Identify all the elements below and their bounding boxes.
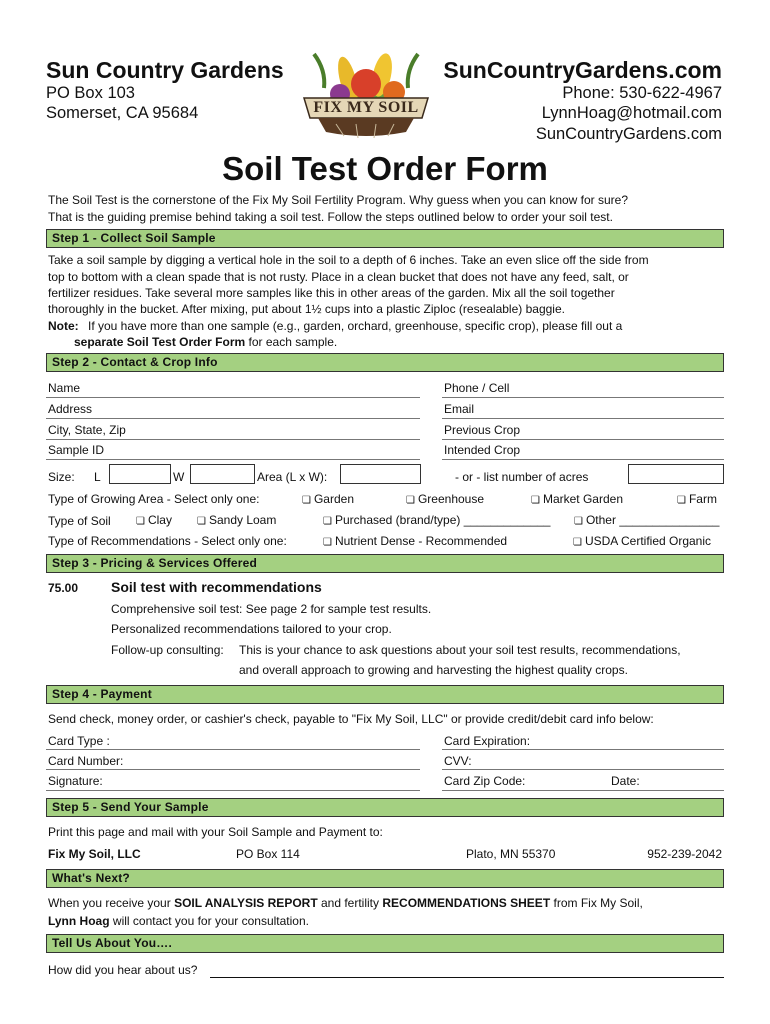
rec-nutrient-dense-checkbox[interactable]: ❏ Nutrient Dense - Recommended — [323, 534, 507, 548]
company-website[interactable]: SunCountryGardens.com — [535, 125, 722, 143]
sample-id-label: Sample ID — [48, 443, 105, 457]
intro-line-1: The Soil Test is the cornerstone of the Fix My Soil Fertility Program. Why guess when you can know for sure? — [48, 193, 629, 207]
followup-line-1: This is your chance to ask questions about your soil test results, recommendations, — [239, 643, 681, 657]
width-label: W — [173, 470, 185, 484]
step5-header: Step 5 - Send Your Sample — [46, 798, 724, 817]
rec-usda-organic-checkbox[interactable]: ❏ USDA Certified Organic — [573, 534, 711, 548]
name-field[interactable] — [46, 397, 420, 398]
zip-date-field[interactable] — [442, 790, 724, 791]
length-input[interactable] — [109, 464, 171, 484]
card-number-label: Card Number: — [48, 754, 124, 768]
whats-next-text-2: and fertility — [317, 896, 383, 910]
whats-next-text-1: When you receive your — [48, 896, 175, 910]
step1-line-1: Take a soil sample by digging a vertical hole in the soil to a depth of 6 inches. Take an even slice off the side from — [48, 253, 649, 267]
mail-instructions: Print this page and mail with your Soil Sample and Payment to: — [48, 825, 383, 839]
phone-label: Phone / Cell — [444, 381, 510, 395]
form-title: Soil Test Order Form — [222, 150, 548, 187]
card-type-field[interactable] — [46, 749, 420, 750]
service-line-2: Personalized recommendations tailored to your crop. — [111, 622, 392, 636]
growing-area-label: Type of Growing Area - Select only one: — [48, 492, 260, 506]
company-phone: Phone: 530-622-4967 — [562, 84, 722, 102]
soil-purchased-checkbox[interactable]: ❏ Purchased (brand/type) _____________ — [323, 513, 550, 527]
payment-instructions: Send check, money order, or cashier's check, payable to "Fix My Soil, LLC" or provide credit/debit card info below: — [48, 712, 654, 726]
step4-header: Step 4 - Payment — [46, 685, 724, 704]
area-input[interactable] — [340, 464, 421, 484]
signature-label: Signature: — [48, 774, 103, 788]
previous-crop-label: Previous Crop — [444, 423, 521, 437]
whats-next-line-1 — [48, 896, 643, 910]
mail-po-box: PO Box 114 — [236, 847, 300, 861]
name-label: Name — [48, 381, 81, 395]
company-name: Sun Country Gardens — [46, 57, 284, 83]
soil-other-checkbox[interactable]: ❏ Other _______________ — [574, 513, 719, 527]
recommendations-sheet-text: RECOMMENDATIONS SHEET — [382, 896, 551, 910]
tell-us-header: Tell Us About You…. — [46, 934, 724, 953]
step3-header: Step 3 - Pricing & Services Offered — [46, 554, 724, 573]
card-expiration-field[interactable] — [442, 749, 724, 750]
intro-line-2: That is the guiding premise behind taking a soil test. Follow the steps outlined below to order your soil test. — [48, 210, 613, 224]
email-label: Email — [444, 402, 475, 416]
date-label: Date: — [611, 774, 640, 788]
whats-next-header: What's Next? — [46, 869, 724, 888]
intended-crop-label: Intended Crop — [444, 443, 521, 457]
followup-line-2: and overall approach to growing and harvesting the highest quality crops. — [239, 663, 628, 677]
phone-field[interactable] — [442, 397, 724, 398]
card-type-label: Card Type : — [48, 734, 110, 748]
price: 75.00 — [48, 581, 79, 595]
recommendation-type-label: Type of Recommendations - Select only one: — [48, 534, 287, 548]
address-label: Address — [48, 402, 93, 416]
width-input[interactable] — [190, 464, 255, 484]
hear-about-us-field[interactable] — [210, 977, 724, 978]
service-line-1: Comprehensive soil test: See page 2 for sample test results. — [111, 602, 432, 616]
cvv-label: CVV: — [444, 754, 472, 768]
step1-line-4: thoroughly in the bucket. After mixing, put about 1½ cups into a plastic Ziploc (resealable) baggie. — [48, 302, 565, 316]
card-zip-label: Card Zip Code: — [444, 774, 526, 788]
soil-clay-checkbox[interactable]: ❏ Clay — [136, 513, 172, 527]
growing-farm-checkbox[interactable]: ❏ Farm — [677, 492, 717, 506]
service-title: Soil test with recommendations — [111, 579, 322, 595]
step1-note-text: If you have more than one sample (e.g., garden, orchard, greenhouse, specific crop), please fill out a — [88, 319, 623, 333]
step1-line-2: top to bottom with a clean spade that is not rusty. Place in a clean bucket that does not have any feed, salt, or — [48, 270, 629, 284]
step1-note-end: for each sample. — [245, 335, 338, 349]
intended-crop-field[interactable] — [442, 459, 724, 460]
address-field[interactable] — [46, 418, 420, 419]
card-number-field[interactable] — [46, 769, 420, 770]
company-city: Somerset, CA 95684 — [46, 104, 199, 122]
growing-market-garden-checkbox[interactable]: ❏ Market Garden — [531, 492, 623, 506]
soil-type-label: Type of Soil — [48, 514, 111, 528]
step2-header: Step 2 - Contact & Crop Info — [46, 353, 724, 372]
sample-id-field[interactable] — [46, 459, 420, 460]
city-label: City, State, Zip — [48, 423, 126, 437]
acres-input[interactable] — [628, 464, 724, 484]
size-label: Size: — [48, 470, 75, 484]
growing-greenhouse-checkbox[interactable]: ❏ Greenhouse — [406, 492, 484, 506]
website-title: SunCountryGardens.com — [443, 57, 722, 83]
mail-company: Fix My Soil, LLC — [48, 847, 141, 861]
whats-next-text-3: from Fix My Soil, — [550, 896, 643, 910]
mail-city: Plato, MN 55370 — [466, 847, 556, 861]
logo-text: FIX MY SOIL — [313, 99, 419, 116]
growing-garden-checkbox[interactable]: ❏ Garden — [302, 492, 354, 506]
whats-next-line-2 — [48, 914, 309, 928]
previous-crop-field[interactable] — [442, 439, 724, 440]
soil-sandy-loam-checkbox[interactable]: ❏ Sandy Loam — [197, 513, 276, 527]
mail-phone: 952-239-2042 — [647, 847, 722, 861]
step1-header: Step 1 - Collect Soil Sample — [46, 229, 724, 248]
area-label: Area (L x W): — [257, 470, 328, 484]
fix-my-soil-logo — [296, 40, 436, 140]
hear-about-us-label: How did you hear about us? — [48, 963, 198, 977]
signature-field[interactable] — [46, 790, 420, 791]
city-field[interactable] — [46, 439, 420, 440]
email-field[interactable] — [442, 418, 724, 419]
followup-label: Follow-up consulting: — [111, 643, 224, 657]
card-expiration-label: Card Expiration: — [444, 734, 531, 748]
company-po-box: PO Box 103 — [46, 84, 135, 102]
step1-line-3: fertilizer residues. Take several more samples like this in other areas of the garden. Mix all the soil together — [48, 286, 615, 300]
length-label: L — [94, 470, 101, 484]
step1-note-label: Note: — [48, 319, 79, 333]
lynn-hoag-text: Lynn Hoag — [48, 914, 110, 928]
cvv-field[interactable] — [442, 769, 724, 770]
soil-analysis-report-text: SOIL ANALYSIS REPORT — [174, 896, 318, 910]
whats-next-text-4: will contact you for your consultation. — [109, 914, 309, 928]
step1-note-bold: separate Soil Test Order Form — [74, 335, 246, 349]
acres-label: - or - list number of acres — [455, 470, 589, 484]
step1-note-line-2 — [74, 335, 337, 349]
company-email[interactable]: LynnHoag@hotmail.com — [541, 104, 722, 122]
